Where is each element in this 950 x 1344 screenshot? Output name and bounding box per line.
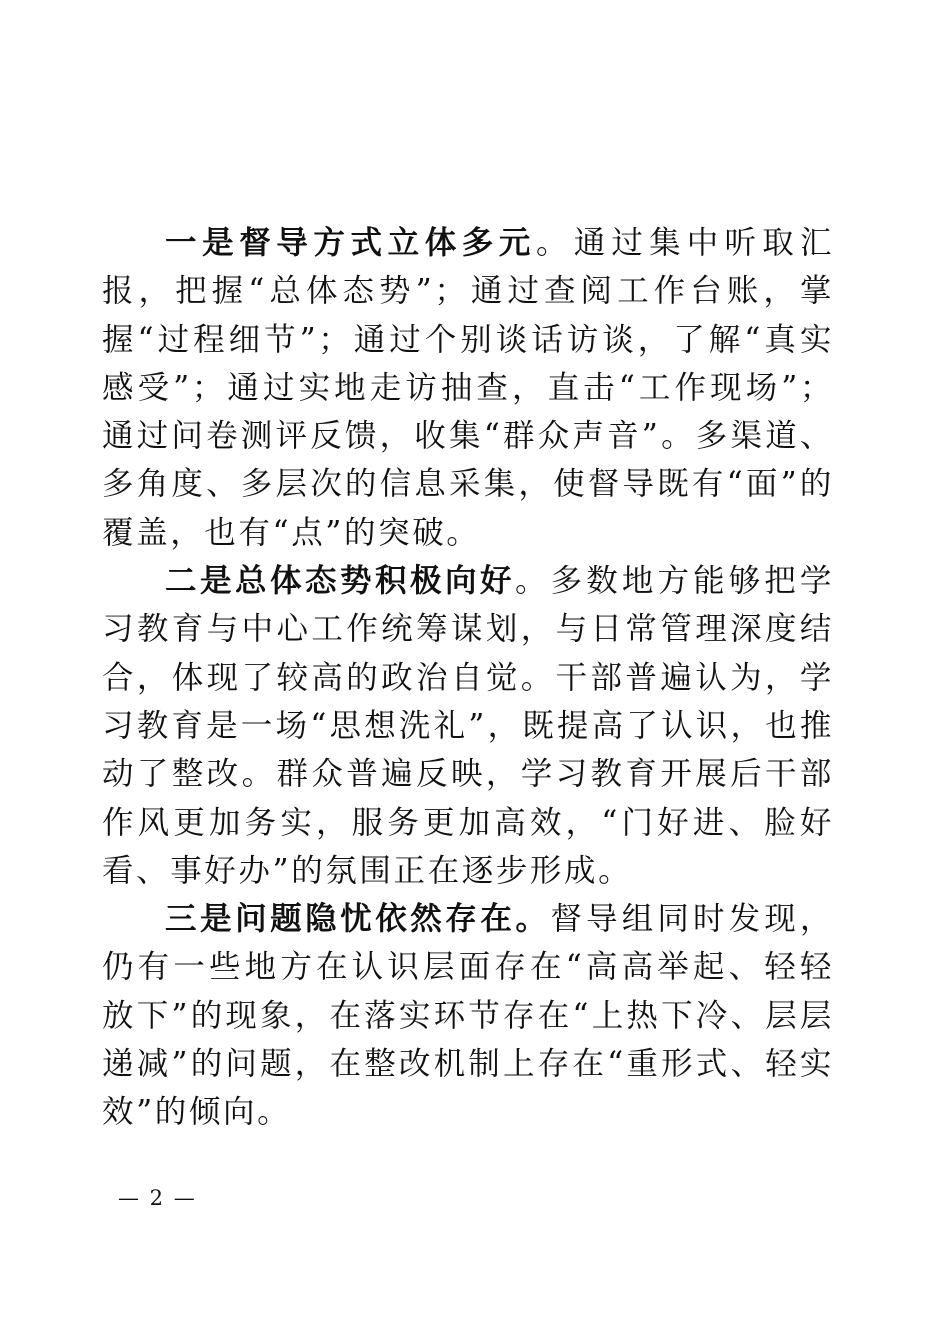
paragraph-1-body: 。通过集中听取汇报，把握“总体态势”；通过查阅工作台账，掌握“过程细节”；通过个别谈话访谈，了解“真实感受”；通过实地走访抽查，直击“工作现场”；通过问卷测评反馈，收集“群众声音”。多渠道、多角度、多层次的信息采集，使督导既有“面”的覆盖，也有“点”的突破。 [102, 225, 834, 551]
document-body [102, 219, 834, 1137]
paragraph-2-lead: 二是总体态势积极向好 [165, 562, 516, 600]
paragraph-1 [102, 219, 834, 557]
paragraph-3-lead: 三是问题隐忧依然存在。 [165, 900, 551, 938]
paragraph-2-body: 。多数地方能够把学习教育与中心工作统筹谋划，与日常管理深度结合，体现了较高的政治自觉。干部普遍认为，学习教育是一场“思想洗礼”，既提高了认识，也推动了整改。群众普遍反映，学习教育开展后干部作风更加务实，服务更加高效，“门好进、脸好看、事好办”的氛围正在逐步形成。 [102, 563, 834, 889]
paragraph-2 [102, 557, 834, 895]
paragraph-3 [102, 895, 834, 1136]
paragraph-1-lead: 一是督导方式立体多元 [165, 224, 536, 261]
paragraph-3-body: 督导组同时发现，仍有一些地方在认识层面存在“高高举起、轻轻放下”的现象，在落实环节存在“上热下冷、层层递减”的问题，在整改机制上存在“重形式、轻实效”的倾向。 [102, 901, 834, 1131]
page-number: — 2 — [118, 1186, 197, 1210]
